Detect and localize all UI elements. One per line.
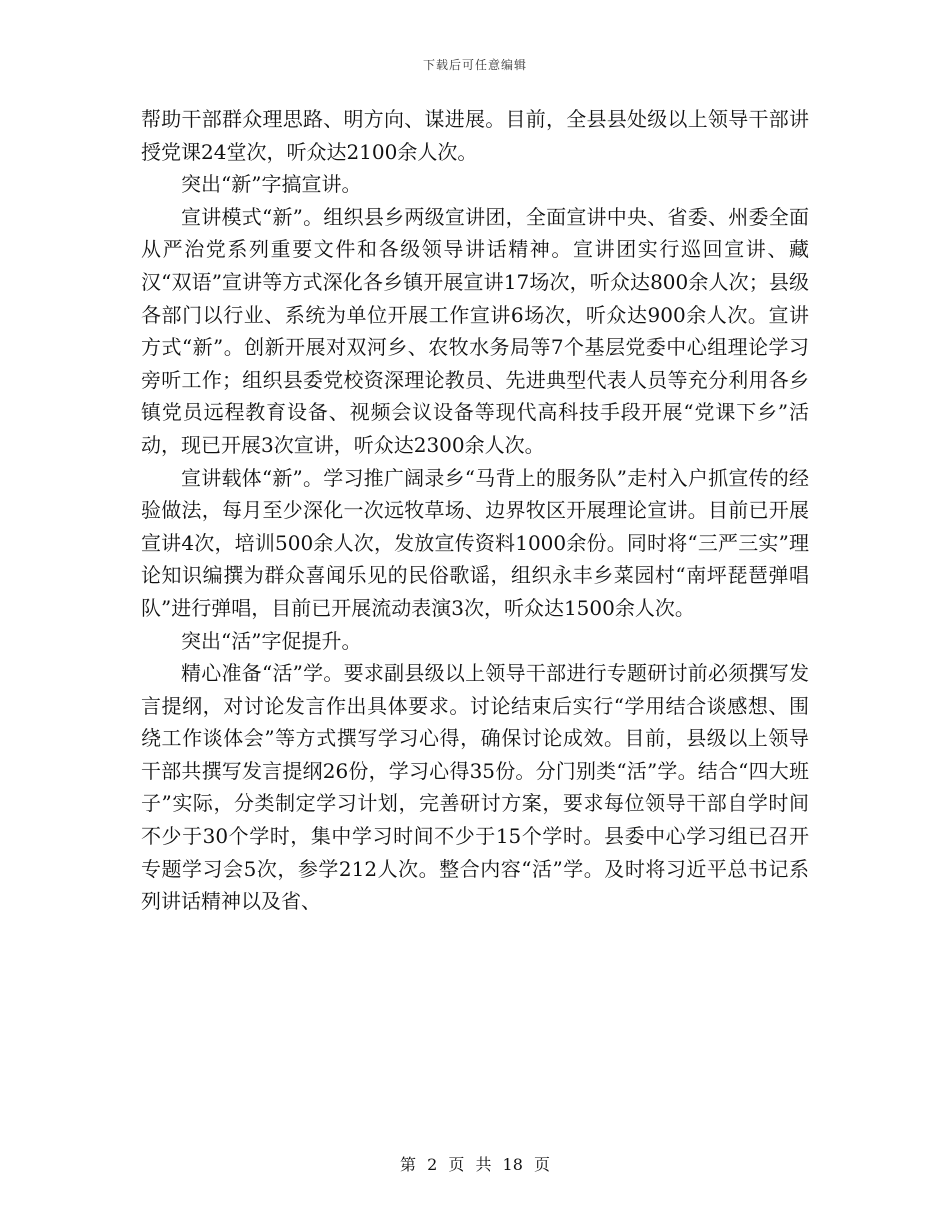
section-heading-new: 突出“新”字搞宣讲。 — [181, 172, 362, 197]
section-heading-huo: 突出“活”字促提升。 — [181, 628, 362, 653]
page-header: 下载后可任意编辑 — [422, 58, 527, 72]
page-footer: 第 2 页 共 18 页 — [400, 1155, 550, 1174]
paragraph-1: 帮助干部群众理思路、明方向、谋进展。目前，全县县处级以上领导干部讲授党课24堂次，听众达2100余人次。 — [141, 107, 809, 164]
paragraph-3: 宣讲模式“新”。组织县乡两级宣讲团，全面宣讲中央、省委、州委全面从严治党系列重要文件和各级领导讲话精神。宣讲团实行巡回宣讲、藏汉“双语”宣讲等方式深化各乡镇开展宣讲17场次，听众达800余人次；县级各部门以行业、系统为单位开展工作宣讲6场次，听众达900余人次。宣讲方式“新”。创新开展对双河乡、农牧水务局等7个基层党委中心组理论学习旁听工作；组织县委党校资深理论教员、先进典型代表人员等充分利用各乡镇党员远程教育设备、视频会议设备等现代高科技手段开展“党课下乡”活动，现已开展3次宣讲，听众达2300余人次。 — [141, 204, 809, 457]
document-body — [141, 103, 809, 918]
paragraph-6: 精心准备“活”学。要求副县级以上领导干部进行专题研讨前必须撰写发言提纲，对讨论发言作出具体要求。讨论结束后实行“学用结合谈感想、围绕工作谈体会”等方式撰写学习心得，确保讨论成效。目前，县级以上领导干部共撰写发言提纲26份，学习心得35份。分门别类“活”学。结合“四大班子”实际，分类制定学习计划，完善研讨方案，要求每位领导干部自学时间不少于30个学时，集中学习时间不少于15个学时。县委中心学习组已召开专题学习会5次，参学212人次。整合内容“活”学。及时将习近平总书记系列讲话精神以及省、 — [141, 661, 809, 914]
paragraph-4: 宣讲载体“新”。学习推广阔录乡“马背上的服务队”走村入户抓宣传的经验做法，每月至少深化一次远牧草场、边界牧区开展理论宣讲。目前已开展宣讲4次，培训500余人次，发放宣传资料1000余份。同时将“三严三实”理论知识编撰为群众喜闻乐见的民俗歌谣，组织永丰乡菜园村“南坪琵琶弹唱队”进行弹唱，目前已开展流动表演3次，听众达1500余人次。 — [141, 465, 809, 620]
